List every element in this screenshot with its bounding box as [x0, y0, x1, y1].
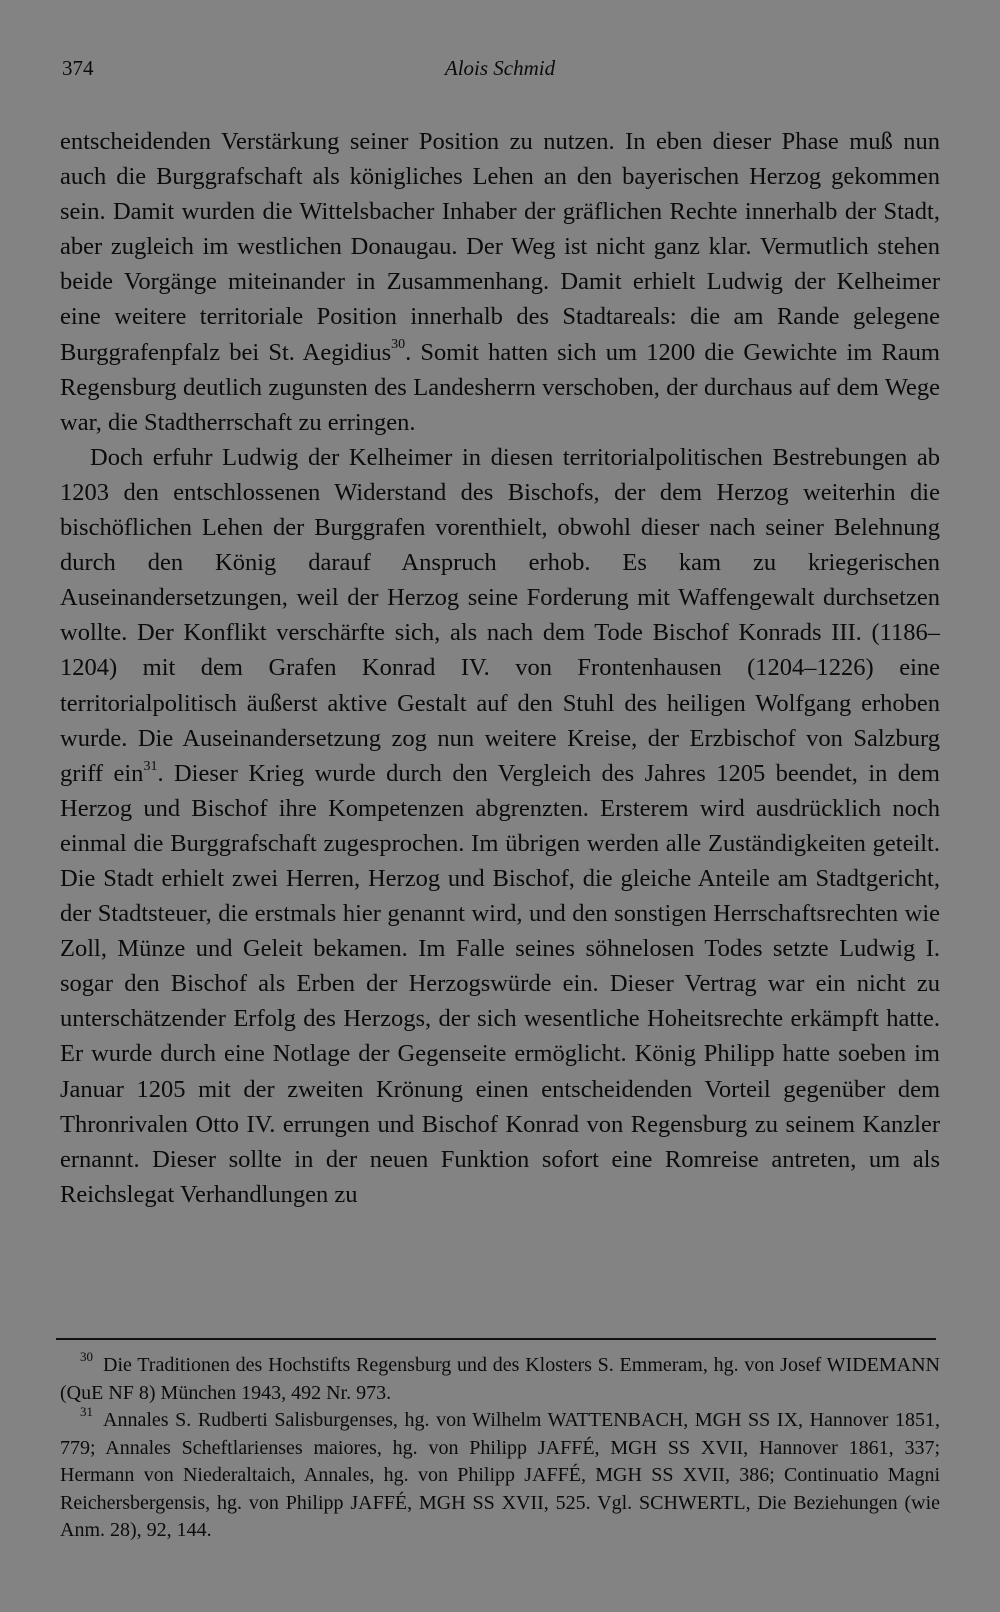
- footnote-text: Die Traditionen des Hochstifts Regensburg und des Klosters S. Emmeram, hg. von Josef WIDEMANN (QuE NF 8) München 1943, 492 Nr. 973.: [60, 1354, 940, 1404]
- footnote-number: 30: [80, 1349, 93, 1365]
- footnote-ref-30[interactable]: 30: [391, 337, 406, 353]
- running-head: Alois Schmid: [444, 56, 556, 80]
- footnote-ref-31[interactable]: 31: [143, 758, 158, 774]
- footnote: [60, 1404, 940, 1545]
- paragraph-text: entscheidenden Verstärkung seiner Position zu nutzen. In eben dieser Phase muß nun auch die Burggrafschaft als königliches Lehen an den bayerischen Herzog gekommen sein. Damit wurden die Wittelsbacher Inhaber der gräflichen Rechte innerhalb der Stadt, aber zugleich im westlichen Donaugau. Der Weg ist nicht ganz klar. Vermutlich stehen beide Vorgänge miteinander in Zusammenhang. Damit erhielt Ludwig der Kelheimer eine weitere territoriale Position innerhalb des Stadtareals: die am Rande gelegene Burggrafenpfalz bei St. Aegidius: [60, 128, 940, 366]
- footnote-divider: [56, 1338, 936, 1340]
- paragraph: [60, 124, 940, 440]
- footnote-text: Annales S. Rudberti Salisburgenses, hg. von Wilhelm WATTENBACH, MGH SS IX, Hannover 1851, 779; Annales Scheftlarienses maiores, hg. von Philipp JAFFÉ, MGH SS XVII, Hannover 1861, 337; Hermann von Niederaltaich, Annales, hg. von Philipp JAFFÉ, MGH SS XVII, 386; Continuatio Magni Reichersbergensis, hg. von Philipp JAFFÉ, MGH SS XVII, 525. Vgl. SCHWERTL, Die Beziehungen (wie Anm. 28), 92, 144.: [60, 1409, 940, 1541]
- footnote: [60, 1349, 940, 1407]
- paragraph-text: Dieser Krieg wurde durch den Vergleich des Jahres 1205 beendet, in dem Herzog und Bischof ihre Kompetenzen abgrenzten. Ersterem wird ausdrücklich noch einmal die Burggrafschaft zugesprochen. Im übrigen werden alle Zuständigkeiten geteilt. Die Stadt erhielt zwei Herren, Herzog und Bischof, die gleiche Anteile am Stadtgericht, der Stadtsteuer, die erstmals hier genannt wird, und den sonstigen Herrschaftsrechten wie Zoll, Münze und Geleit bekamen. Im Falle seines söhnelosen Todes setzte Ludwig I. sogar den Bischof als Erben der Herzogswürde ein. Dieser Vertrag war ein nicht zu unterschätzender Erfolg des Herzogs, der sich wesentliche Hoheitsrechte erkämpft hatte. Er wurde durch eine Notlage der Gegenseite ermöglicht. König Philipp hatte soeben im Januar 1205 mit der zweiten Krönung einen entscheidenden Vorteil gegenüber dem Thronrivalen Otto IV. errungen und Bischof Konrad von Regensburg zu seinem Kanzler ernannt. Dieser sollte in der neuen Funktion sofort eine Romreise antreten, um als Reichslegat Verhandlungen zu: [60, 759, 940, 1208]
- paragraph-text: Somit hatten sich um 1200 die Gewichte im Raum Regensburg deutlich zugunsten des Landesherrn verschoben, der durchaus auf dem Wege war, die Stadtherrschaft zu erringen.: [60, 338, 940, 436]
- footnote-number: 31: [80, 1404, 93, 1420]
- footnotes: [60, 1349, 940, 1545]
- footnote-ref-trail: .: [405, 338, 412, 366]
- page-number: 374: [62, 56, 94, 80]
- footnote-ref-trail: .: [157, 759, 164, 787]
- page-header: [60, 56, 940, 90]
- body-text: [60, 124, 940, 1212]
- paragraph-text: Doch erfuhr Ludwig der Kelheimer in diesen territorialpolitischen Bestrebungen ab 1203 den entschlossenen Widerstand des Bischofs, der dem Herzog weiterhin die bischöflichen Lehen der Burggrafen vorenthielt, obwohl dieser nach seiner Belehnung durch den König darauf Anspruch erhob. Es kam zu kriegerischen Auseinandersetzungen, weil der Herzog seine Forderung mit Waffengewalt durchsetzen wollte. Der Konflikt verschärfte sich, als nach dem Tode Bischof Konrads III. (1186–1204) mit dem Grafen Konrad IV. von Frontenhausen (1204–1226) eine territorialpolitisch äußerst aktive Gestalt auf den Stuhl des heiligen Wolfgang erhoben wurde. Die Auseinandersetzung zog nun weitere Kreise, der Erzbischof von Salzburg griff ein: [60, 443, 940, 787]
- paragraph: [60, 440, 940, 1212]
